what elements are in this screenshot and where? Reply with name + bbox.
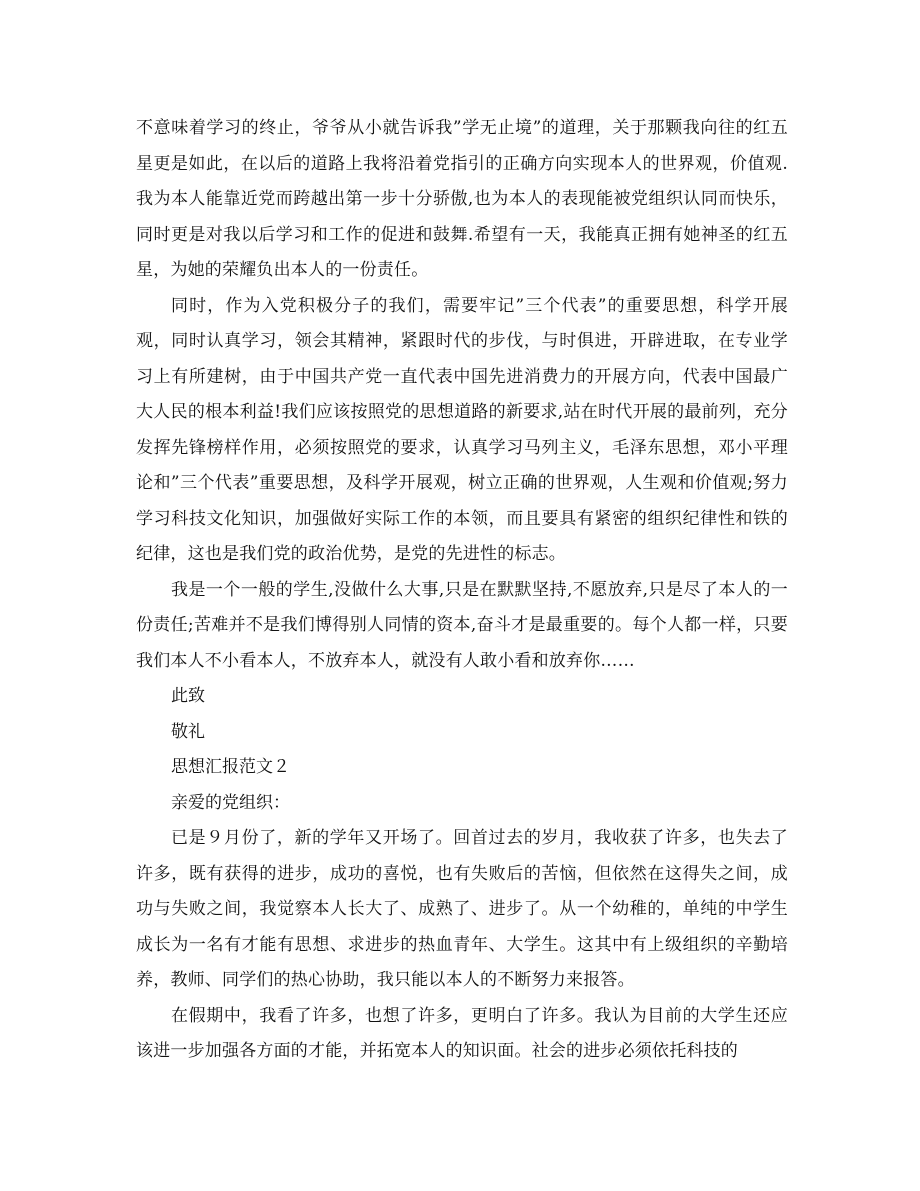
paragraph-new-semester: 已是９月份了，新的学年又开场了。回首过去的岁月，我收获了许多，也失去了许多，既有获得的进步，成功的喜悦，也有失败后的苦恼，但依然在这得失之间，成功与失败之间，我觉察本人长大了、成熟了、进步了。从一个幼稚的，单纯的中学生成长为一名有才能有思想、求进步的热血青年、大学生。这其中有上级组织的辛勤培养，教师、同学们的热心协助，我只能以本人的不断努力来报答。 bbox=[136, 828, 788, 990]
paragraph-three-represents: 同时，作为入党积极分子的我们，需要牢记”三个代表”的重要思想，科学开展观，同时认真学习，领会其精神，紧跟时代的步伐，与时俱进，开辟进取，在专业学习上有所建树，由于中国共产党一直代表中国先进消费力的开展方向，代表中国最广大人民的根本利益!我们应该按照党的思想道路的新要求,站在时代开展的最前列，充分发挥先锋榜样作用，必须按照党的要求，认真学习马列主义，毛泽东思想，邓小平理论和”三个代表”重要思想，及科学开展观，树立正确的世界观，人生观和价值观;努力学习科技文化知识，加强做好实际工作的本领，而且要具有紧密的组织纪律性和铁的纪律，这也是我们党的政治优势，是党的先进性的标志。 bbox=[136, 295, 788, 564]
section-heading: 思想汇报范文２ bbox=[171, 757, 290, 777]
document-body bbox=[136, 111, 788, 1070]
paragraph-holiday-reflection: 在假期中，我看了许多，也想了许多，更明白了许多。我认为目前的大学生还应该进一步加强各方面的才能，并拓宽本人的知识面。社会的进步必须依托科技的 bbox=[136, 1005, 788, 1061]
closing-salutation: 此致 bbox=[171, 686, 205, 706]
paragraph-ordinary-student: 我是一个一般的学生,没做什么大事,只是在默默坚持,不愿放弃,只是尽了本人的一份责任;苦难并不是我们博得别人同情的资本,奋斗才是最重要的。每个人都一样，只要我们本人不小看本人，不放弃本人，就没有人敢小看和放弃你…… bbox=[136, 579, 788, 671]
paragraph-continuation: 不意味着学习的终止，爷爷从小就告诉我”学无止境”的道理，关于那颗我向往的红五星更是如此，在以后的道路上我将沿着党指引的正确方向实现本人的世界观，价值观.我为本人能靠近党而跨越出第一步十分骄傲,也为本人的表现能被党组织认同而快乐，同时更是对我以后学习和工作的促进和鼓舞.希望有一天，我能真正拥有她神圣的红五星，为她的荣耀负出本人的一份责任。 bbox=[136, 118, 788, 280]
letter-greeting: 亲爱的党组织： bbox=[171, 792, 290, 813]
closing-regards: 敬礼 bbox=[171, 721, 205, 742]
